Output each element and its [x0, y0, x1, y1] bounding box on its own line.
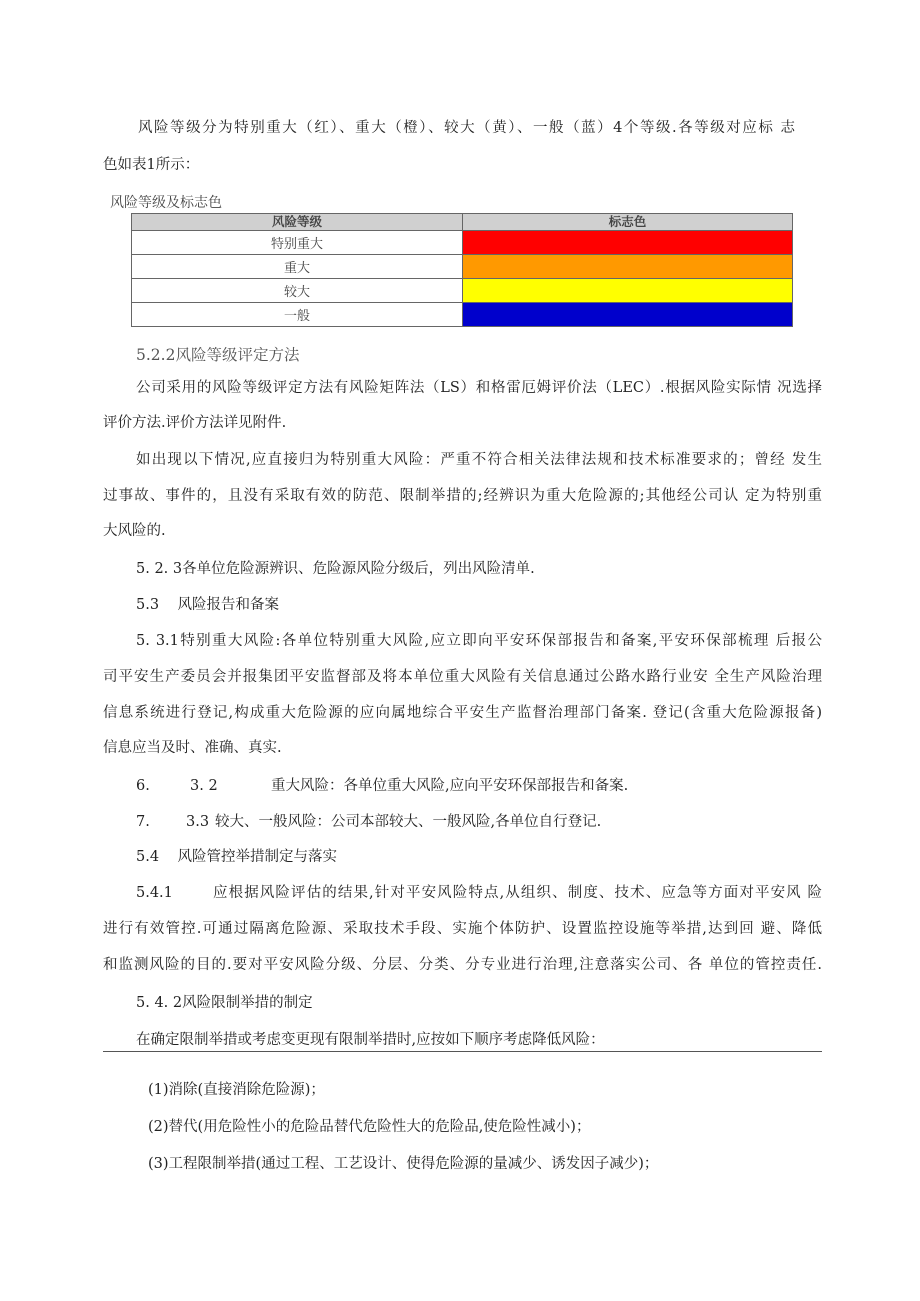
section-number-5-4-1: 5.4.1 — [136, 885, 173, 901]
header-flag-color: 标志色 — [463, 214, 793, 231]
header-risk-level: 风险等级 — [132, 214, 463, 231]
list-item: (1)消除(直接消除危险源)； — [148, 1082, 325, 1098]
risk-level-cell: 重大 — [132, 255, 463, 279]
list-item: (2)替代(用危险性小的危险品替代危险性大的危险品,使危险性减小)； — [148, 1119, 591, 1135]
text-line: 如出现以下情况,应直接归为特别重大风险：严重不符合相关法律法规和技术标准要求的；曾经 发生 — [136, 452, 822, 468]
text-line: 过事故、事件的，且没有采取有效的防范、限制举措的;经辨识为重大危险源的;其他经公司认 定为特别重 — [103, 488, 822, 504]
section-5-4-2: 5. 4. 2风险限制举措的制定 — [136, 995, 313, 1011]
table-row — [132, 279, 793, 303]
section-heading-5-3: 5.3 风险报告和备案 — [136, 597, 279, 613]
section-heading-5-2-2: 5.2.2风险等级评定方法 — [136, 346, 300, 364]
table-row — [132, 231, 793, 255]
item-text: 较大、一般风险：公司本部较大、一般风险,各单位自行登记. — [215, 814, 602, 830]
page-divider — [103, 1051, 822, 1052]
text-line: 色如表1所示： — [103, 157, 200, 173]
item-number: 6. — [136, 778, 150, 794]
color-swatch — [463, 231, 793, 255]
risk-level-cell: 一般 — [132, 303, 463, 327]
text-line: 在确定限制举措或考虑变更现有限制举措时,应按如下顺序考虑降低风险： — [136, 1032, 605, 1048]
text-line: 进行有效管控.可通过隔离危险源、采取技术手段、实施个体防护、设置监控设施等举措,达到回 避、降低 — [103, 921, 822, 937]
text-line: 司平安生产委员会并报集团平安监督部及将本单位重大风险有关信息通过公路水路行业安 全生产风险治理 — [103, 669, 822, 685]
text-line: 和监测风险的目的.要对平安风险分级、分层、分类、分专业进行治理,注意落实公司、各 单位的管控责任. — [103, 957, 822, 973]
text-line: 公司采用的风险等级评定方法有风险矩阵法（LS）和格雷厄姆评价法（LEC）.根据风险实际情 况选择 — [136, 380, 822, 396]
table-header-row — [132, 214, 793, 231]
color-swatch — [463, 279, 793, 303]
text-line: 风险等级分为特别重大（红）、重大（橙）、较大（黄）、一般（蓝）4个等级.各等级对应标 志 — [138, 120, 795, 136]
risk-level-cell: 特别重大 — [132, 231, 463, 255]
section-heading-5-4: 5.4 风险管控举措制定与落实 — [136, 849, 337, 865]
risk-level-cell: 较大 — [132, 279, 463, 303]
section-5-2-3: 5. 2. 3各单位危险源辨识、危险源风险分级后，列出风险清单. — [136, 561, 535, 577]
color-swatch — [463, 255, 793, 279]
item-text: 重大风险：各单位重大风险,应向平安环保部报告和备案. — [271, 778, 629, 794]
item-number: 7. — [136, 814, 150, 830]
text-line: 5. 3.1特别重大风险:各单位特别重大风险,应立即向平安环保部报告和备案,平安环保部梳理 后报公 — [136, 633, 822, 649]
table-row — [132, 303, 793, 327]
item-subnumber: 3.3 — [186, 814, 210, 830]
text-line: 应根据风险评估的结果,针对平安风险特点,从组织、制度、技术、应急等方面对平安风 险 — [213, 885, 822, 901]
table-caption: 风险等级及标志色 — [110, 195, 222, 211]
list-item: (3)工程限制举措(通过工程、工艺设计、使得危险源的量减少、诱发因子减少)； — [148, 1156, 659, 1172]
color-swatch — [463, 303, 793, 327]
text-line: 信息系统进行登记,构成重大危险源的应向属地综合平安生产监督治理部门备案. 登记(含重大危险源报备) — [103, 705, 822, 721]
text-line: 大风险的. — [103, 523, 166, 539]
text-line: 信息应当及时、准确、真实. — [103, 740, 282, 756]
text-line: 评价方法.评价方法详见附件. — [103, 415, 287, 431]
item-subnumber: 3. 2 — [190, 778, 218, 794]
risk-level-table — [131, 213, 793, 327]
table-row — [132, 255, 793, 279]
